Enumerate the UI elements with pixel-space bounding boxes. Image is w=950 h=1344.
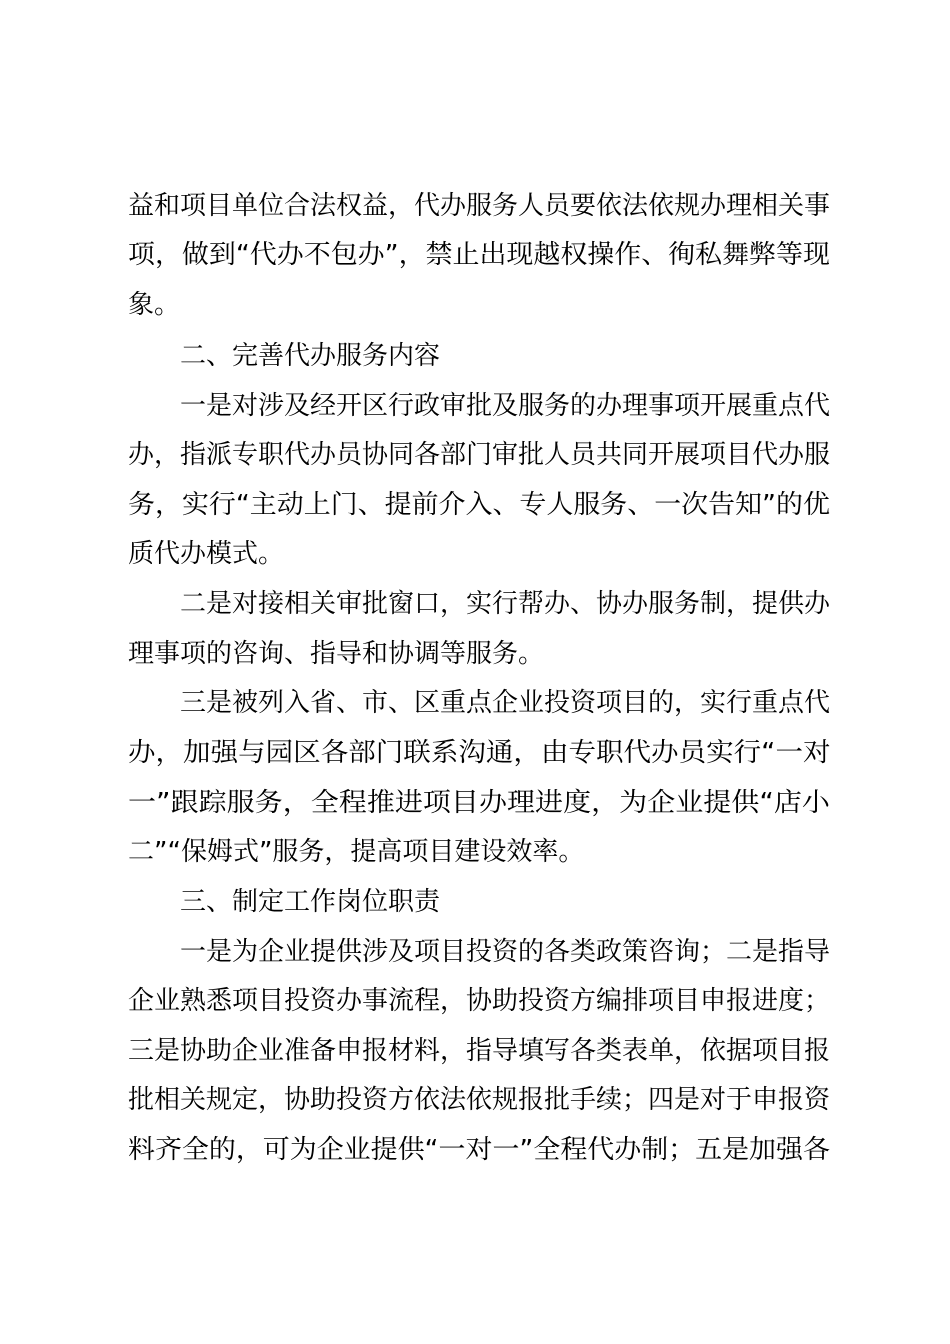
text-line: 企业熟悉项目投资办事流程，协助投资方编排项目申报进度；: [128, 986, 831, 1016]
text-line: 一”跟踪服务，全程推进项目办理进度，为企业提供“店小: [128, 788, 830, 818]
paragraph-first-line: 一是对涉及经开区行政审批及服务的办理事项开展重点代: [180, 391, 831, 421]
text-line: 务，实行“主动上门、提前介入、专人服务、一次告知”的优: [128, 490, 830, 520]
paragraph-first-line: 二是对接相关审批窗口，实行帮办、协办服务制，提供办: [180, 589, 831, 619]
paragraph-first-line: 一是为企业提供涉及项目投资的各类政策咨询；二是指导: [180, 937, 831, 967]
text-line: 办，加强与园区各部门联系沟通，由专职代办员实行“一对: [128, 738, 831, 768]
text-line: 项，做到“代办不包办”，禁止出现越权操作、徇私舞弊等现: [128, 240, 830, 270]
text-line: 批相关规定，协助投资方依法依规报批手续；四是对于申报资: [128, 1085, 831, 1115]
text-line: 料齐全的，可为企业提供“一对一”全程代办制；五是加强各: [128, 1135, 830, 1165]
text-line: 理事项的咨询、指导和协调等服务。: [128, 639, 545, 669]
paragraph-first-line: 三是被列入省、市、区重点企业投资项目的，实行重点代: [180, 688, 831, 718]
text-line: 质代办模式。: [128, 539, 285, 569]
text-line: 二”“保姆式”服务，提高项目建设效率。: [128, 837, 585, 867]
section-heading: 二、完善代办服务内容: [180, 341, 441, 371]
text-line: 益和项目单位合法权益，代办服务人员要依法依规办理相关事: [128, 191, 831, 221]
text-line: 象。: [128, 290, 181, 320]
section-heading: 三、制定工作岗位职责: [180, 887, 441, 917]
text-line: 办，指派专职代办员协同各部门审批人员共同开展项目代办服: [128, 440, 831, 470]
text-line: 三是协助企业准备申报材料，指导填写各类表单，依据项目报: [128, 1036, 831, 1066]
